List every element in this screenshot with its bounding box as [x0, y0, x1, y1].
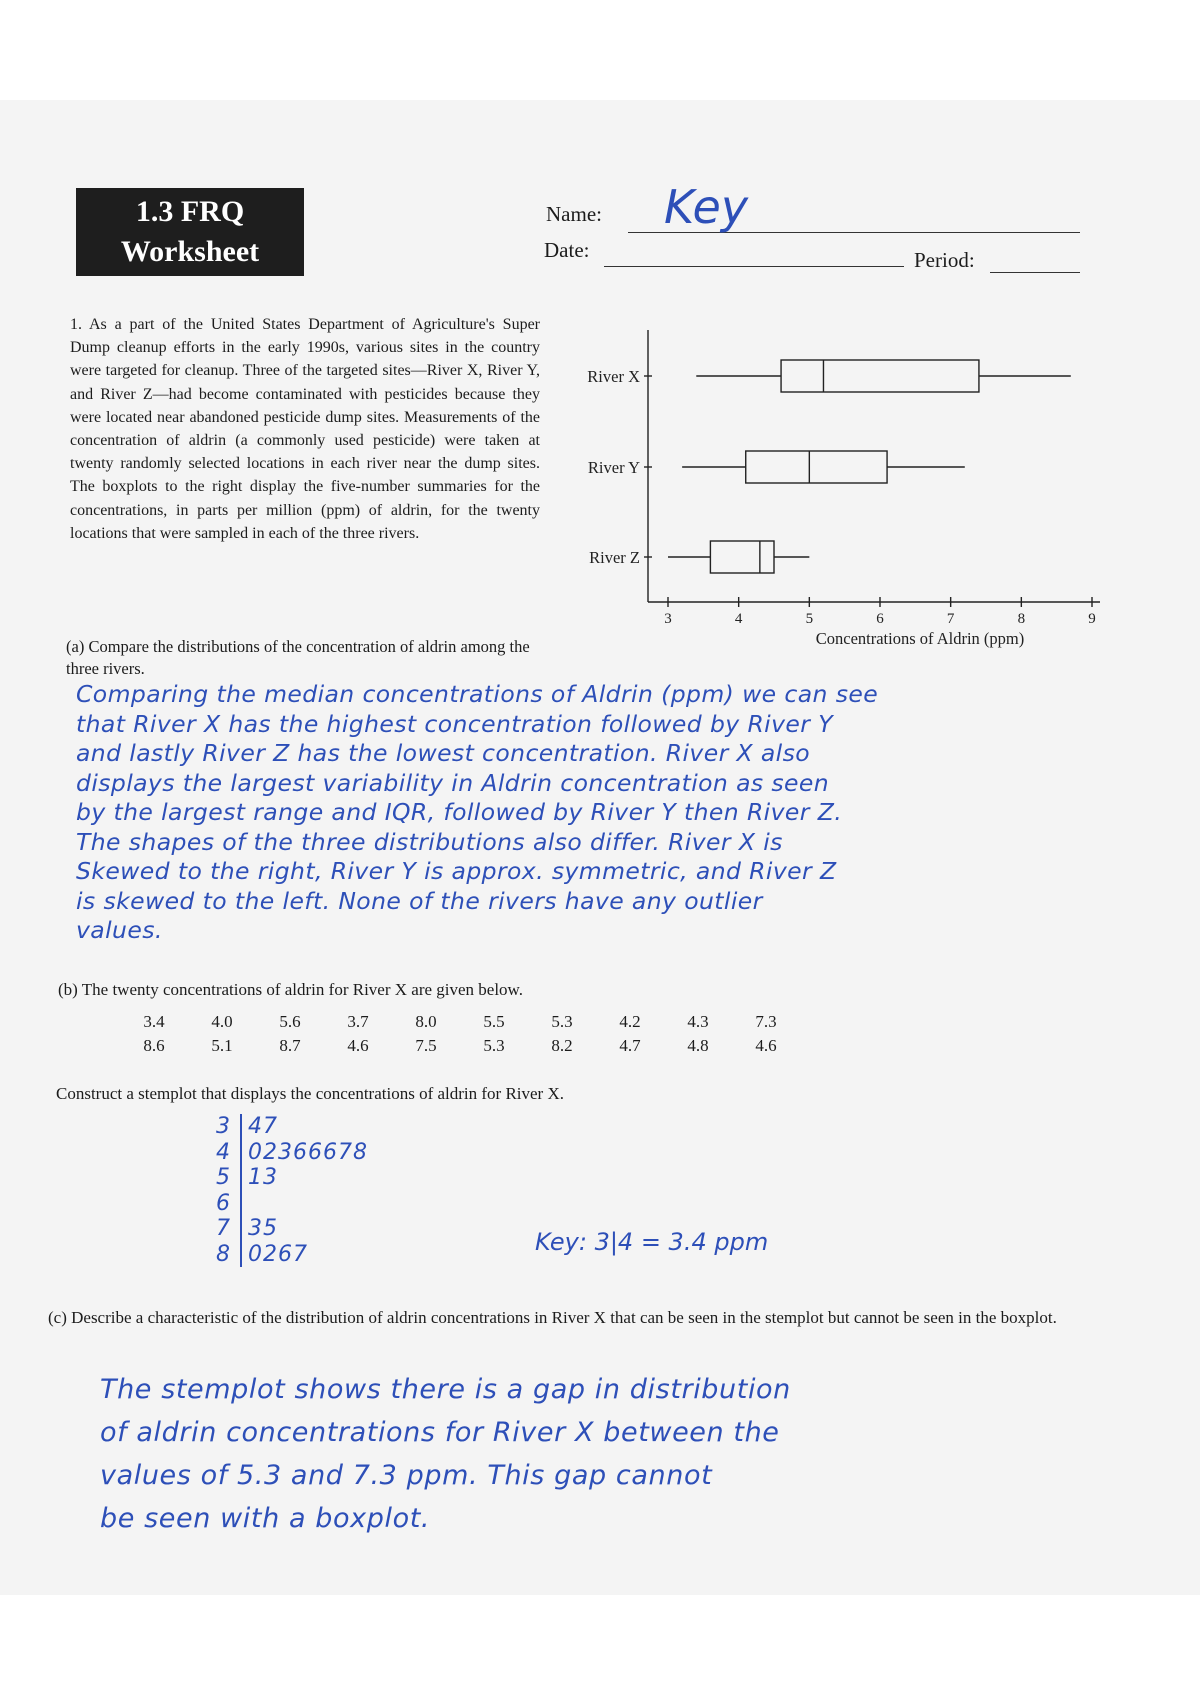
data-cell: 5.5: [483, 1012, 505, 1031]
question-1-intro: 1. As a part of the United States Department of Agriculture's Super Dump cleanup efforts in the early 1990s, various sites in the country were targeted for cleanup. Three of the targeted sites—River X, River Y, and River Z—had become contaminated with pesticides because they were located near abandoned pesticide dump sites. Measurements of the concentration of aldrin (a commonly used pesticide) were taken at twenty randomly selected locations in each river near the dump sites. The boxplots to the right display the five-number summaries for the concentrations, in parts per million (ppm) of aldrin, for the twenty locations that were sampled in each of the three rivers.: [70, 316, 540, 542]
series-label: River Z: [589, 548, 640, 567]
x-tick-label: 6: [876, 611, 884, 627]
answer-a-line: that River X has the highest concentration followed by River Y: [76, 709, 833, 738]
answer-a-line: The shapes of the three distributions also differ. River X is: [76, 827, 783, 856]
stemplot-row: [214, 1165, 368, 1191]
name-label: Name:: [546, 202, 602, 226]
river-x-data-table: [120, 1010, 800, 1058]
name-value: Key: [664, 180, 749, 234]
data-cell: 4.6: [755, 1036, 777, 1055]
part-a-prompt: (a) Compare the distributions of the concentration of aldrin among the three rivers.: [66, 637, 530, 678]
stem-value: 8: [214, 1242, 242, 1268]
part-c-answer: [100, 1368, 791, 1540]
data-cell: 5.3: [551, 1012, 573, 1031]
x-tick-label: 7: [946, 611, 955, 627]
stem-value: 7: [214, 1216, 242, 1242]
title-line-1: 1.3 FRQ: [135, 195, 245, 228]
data-cell: 5.1: [211, 1036, 233, 1055]
stemplot: [214, 1114, 368, 1267]
part-b-prompt: (b) The twenty concentrations of aldrin for River X are given below.: [58, 980, 523, 999]
x-tick-label: 8: [1017, 611, 1026, 627]
x-tick-label: 5: [805, 611, 814, 627]
stem-value: 3: [214, 1114, 242, 1140]
data-cell: 7.3: [755, 1012, 777, 1031]
iqr-box: [710, 541, 774, 573]
answer-c-line: values of 5.3 and 7.3 ppm. This gap cannot: [100, 1460, 713, 1491]
data-cell: 4.6: [347, 1036, 369, 1055]
period-line: [990, 272, 1080, 273]
data-cell: 7.5: [415, 1036, 437, 1055]
title-line-2: Worksheet: [120, 235, 260, 268]
stemplot-row: [214, 1191, 368, 1217]
data-cell: 4.8: [687, 1036, 709, 1055]
data-cell: 8.6: [143, 1036, 165, 1055]
data-cell: 4.0: [211, 1012, 233, 1031]
stemplot-row: [214, 1114, 368, 1140]
data-cell: 8.2: [551, 1036, 573, 1055]
answer-a-line: Comparing the median concentrations of Aldrin (ppm) we can see: [76, 680, 879, 708]
boxplot-chart: [560, 320, 1120, 660]
data-cell: 3.4: [143, 1012, 165, 1031]
answer-c-line: The stemplot shows there is a gap in distribution: [100, 1374, 791, 1405]
leaf-values: [242, 1191, 248, 1217]
series-label: River X: [587, 367, 640, 386]
data-row: [120, 1010, 800, 1034]
part-c-prompt: (c) Describe a characteristic of the distribution of aldrin concentrations in River X that can be seen in the stemplot but cannot be seen in the boxplot.: [48, 1308, 1057, 1327]
data-cell: 5.6: [279, 1012, 301, 1031]
date-line: [604, 266, 904, 267]
x-tick-label: 9: [1088, 611, 1096, 627]
answer-a-line: displays the largest variability in Aldrin concentration as seen: [76, 768, 830, 797]
data-cell: 3.7: [347, 1012, 369, 1031]
data-cell: 4.7: [619, 1036, 641, 1055]
leaf-values: 02366678: [248, 1139, 368, 1165]
stemplot-row: [214, 1140, 368, 1166]
stem-value: 4: [214, 1140, 242, 1166]
leaf-values: 13: [248, 1165, 278, 1190]
iqr-box: [781, 360, 979, 392]
date-label: Date:: [544, 238, 590, 262]
answer-c-line: be seen with a boxplot.: [100, 1503, 431, 1534]
stemplot-key: Key: 3|4 = 3.4 ppm: [535, 1228, 769, 1256]
series-label: River Y: [587, 458, 640, 477]
answer-a-line: values.: [76, 916, 163, 944]
answer-a-line: and lastly River Z has the lowest concentration. River X also: [76, 739, 811, 767]
answer-c-line: of aldrin concentrations for River X between the: [100, 1417, 780, 1448]
data-cell: 5.3: [483, 1036, 505, 1055]
data-cell: 8.0: [415, 1012, 437, 1031]
part-a-answer: [76, 680, 1176, 946]
data-cell: 4.2: [619, 1012, 641, 1031]
part-b-instruction: Construct a stemplot that displays the concentrations of aldrin for River X.: [56, 1084, 564, 1103]
x-tick-label: 4: [734, 611, 743, 627]
stemplot-row: [214, 1216, 368, 1242]
answer-a-line: Skewed to the right, River Y is approx. symmetric, and River Z: [76, 857, 837, 885]
x-axis-label: Concentrations of Aldrin (ppm): [815, 629, 1025, 648]
x-tick-label: 3: [664, 611, 672, 627]
leaf-values: 47: [248, 1114, 278, 1139]
leaf-values: 35: [248, 1216, 278, 1241]
stem-value: 5: [214, 1165, 242, 1191]
answer-a-line: is skewed to the left. None of the rivers have any outlier: [76, 886, 763, 915]
data-cell: 4.3: [687, 1012, 709, 1031]
data-row: [120, 1034, 800, 1058]
stemplot-row: [214, 1242, 368, 1268]
data-cell: 8.7: [279, 1036, 301, 1055]
answer-a-line: by the largest range and IQR, followed by River Y then River Z.: [76, 798, 843, 826]
worksheet-title-box: [76, 188, 304, 276]
period-label: Period:: [914, 248, 975, 272]
leaf-values: 0267: [248, 1241, 308, 1267]
iqr-box: [746, 451, 887, 483]
stem-value: 6: [214, 1191, 242, 1217]
